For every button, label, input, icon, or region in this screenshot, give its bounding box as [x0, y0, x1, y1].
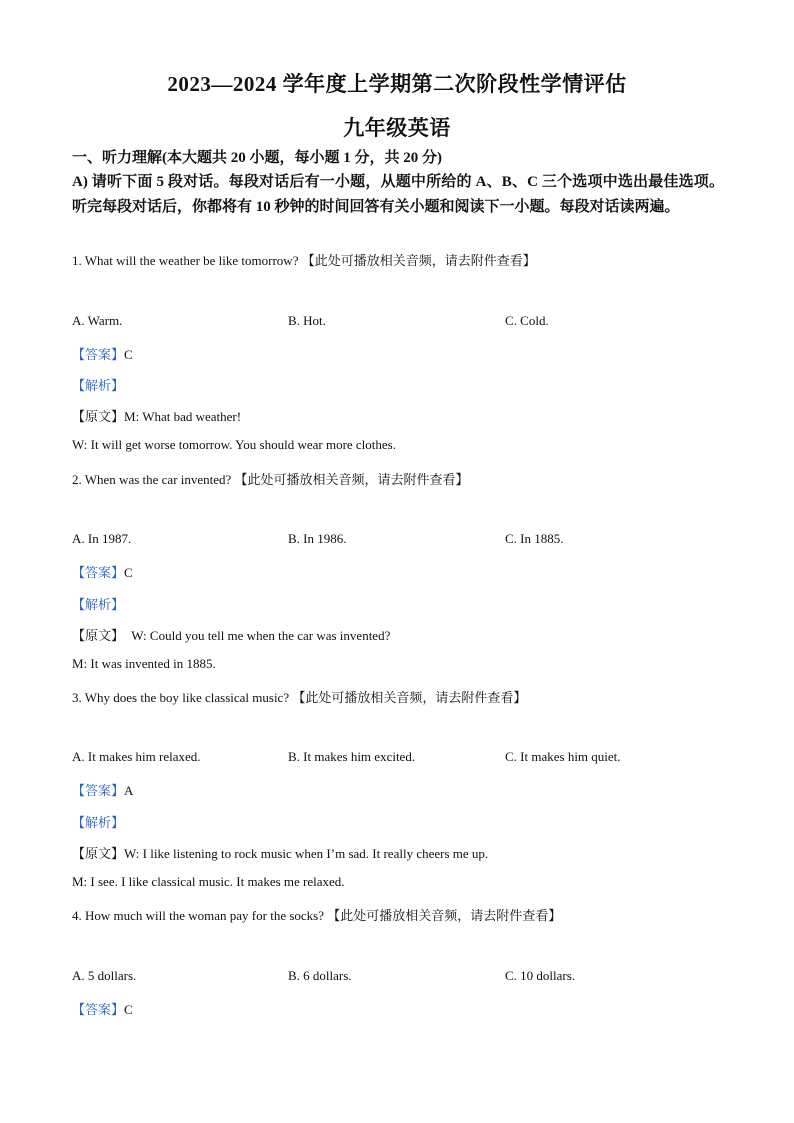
- answer-row: [72, 344, 133, 363]
- transcript-row: [72, 406, 241, 425]
- answer-row: [72, 999, 133, 1018]
- page-subtitle: 九年级英语: [343, 116, 451, 140]
- transcript-row: [72, 843, 488, 862]
- option-b: B. It makes him excited.: [288, 749, 416, 764]
- option-c: C. It makes him quiet.: [505, 749, 621, 764]
- page-title: 2023—2024 学年度上学期第二次阶段性学情评估: [167, 72, 627, 96]
- answer-row: [72, 780, 133, 799]
- question-stem: 3. Why does the boy like classical music? 【此处可播放相关音频，请去附件查看】: [72, 690, 527, 705]
- transcript-label: 【原文】: [72, 846, 125, 861]
- answer-label: 【答案】: [72, 783, 125, 798]
- transcript-line: W: It will get worse tomorrow. You should wear more clothes.: [72, 437, 396, 452]
- option-b: B. 6 dollars.: [288, 968, 352, 983]
- option-c: C. Cold.: [505, 313, 549, 328]
- option-b: B. Hot.: [288, 313, 326, 328]
- analysis-label: 【解析】: [72, 597, 125, 612]
- question-stem: 4. How much will the woman pay for the socks? 【此处可播放相关音频，请去附件查看】: [72, 908, 562, 923]
- analysis-label: 【解析】: [72, 815, 125, 830]
- option-b: B. In 1986.: [288, 531, 347, 546]
- answer-value: A: [124, 783, 134, 798]
- answer-row: [72, 562, 133, 581]
- option-a: A. It makes him relaxed.: [72, 749, 201, 764]
- answer-value: C: [124, 565, 133, 580]
- section-heading: 一、听力理解(本大题共 20 小题，每小题 1 分，共 20 分): [72, 150, 442, 166]
- transcript-line: M: What bad weather!: [124, 409, 242, 424]
- answer-label: 【答案】: [72, 565, 125, 580]
- answer-label: 【答案】: [72, 1002, 125, 1017]
- transcript-label: 【原文】: [72, 409, 125, 424]
- question-stem: 2. When was the car invented? 【此处可播放相关音频，请去附件查看】: [72, 472, 469, 487]
- option-a: A. 5 dollars.: [72, 968, 137, 983]
- transcript-line: M: It was invented in 1885.: [72, 656, 216, 671]
- option-c: C. In 1885.: [505, 531, 564, 546]
- answer-label: 【答案】: [72, 347, 125, 362]
- transcript-line: M: I see. I like classical music. It makes me relaxed.: [72, 874, 345, 889]
- option-c: C. 10 dollars.: [505, 968, 576, 983]
- answer-value: C: [124, 347, 133, 362]
- transcript-label: 【原文】: [72, 628, 125, 643]
- option-a: A. Warm.: [72, 313, 123, 328]
- option-a: A. In 1987.: [72, 531, 132, 546]
- transcript-row: [72, 625, 390, 644]
- analysis-label: 【解析】: [72, 378, 125, 393]
- transcript-line: W: I like listening to rock music when I’m sad. It really cheers me up.: [124, 846, 489, 861]
- question-stem: 1. What will the weather be like tomorrow? 【此处可播放相关音频，请去附件查看】: [72, 253, 536, 268]
- section-instructions: A) 请听下面 5 段对话。每段对话后有一小题，从题中所给的 A、B、C 三个选项中选出最佳选项。听完每段对话后，你都将有 10 秒钟的时间回答有关小题和阅读下一小题。每段对话读两遍。: [72, 174, 724, 215]
- answer-value: C: [124, 1002, 133, 1017]
- transcript-line: W: Could you tell me when the car was invented?: [128, 628, 391, 643]
